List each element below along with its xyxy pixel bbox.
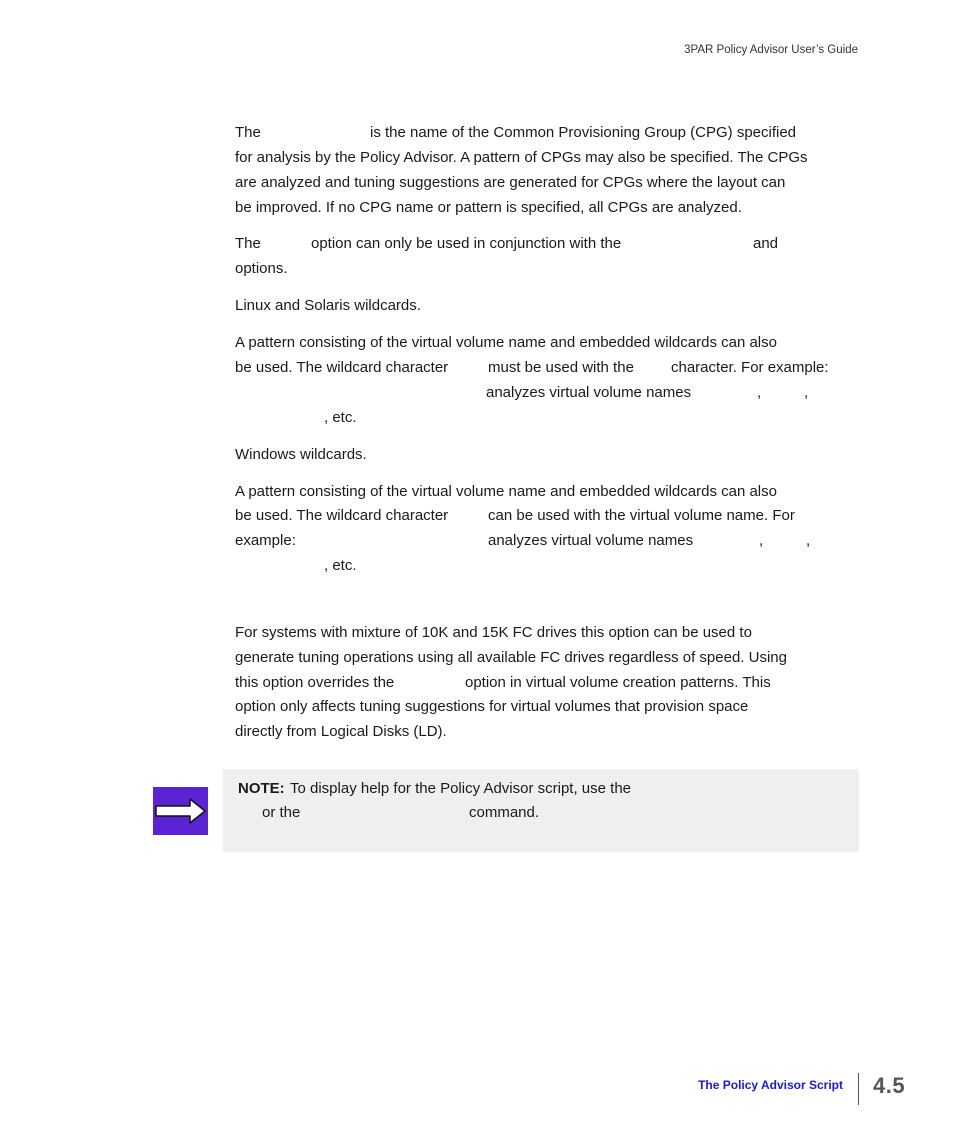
text-fragment: The: [235, 124, 261, 141]
text-fragment: must be used with the: [488, 359, 634, 376]
text-line: directly from Logical Disks (LD).: [235, 723, 447, 740]
text-line: options.: [235, 260, 288, 277]
text-fragment: and: [753, 235, 779, 252]
text-fragment: be used. The wildcard character: [235, 359, 449, 376]
footer-section-link[interactable]: The Policy Advisor Script: [698, 1078, 843, 1092]
note-label: NOTE:: [238, 780, 285, 797]
text-fragment: ,: [804, 384, 809, 401]
windows-wildcards-heading: Windows wildcards.: [235, 446, 367, 463]
text-fragment: The: [235, 235, 261, 252]
text-fragment: is the name of the Common Provisioning Group (CPG) specified: [370, 124, 797, 141]
running-header: 3PAR Policy Advisor User’s Guide: [684, 44, 858, 56]
note-text: command.: [469, 804, 540, 821]
text-line: be improved. If no CPG name or pattern is specified, all CPGs are analyzed.: [235, 199, 742, 216]
text-fragment: be used. The wildcard character: [235, 507, 449, 524]
text-fragment: character. For example:: [671, 359, 829, 376]
page-number: 4.5: [873, 1073, 906, 1098]
text-line: A pattern consisting of the virtual volume name and embedded wildcards can also: [235, 334, 777, 351]
text-fragment: , etc.: [324, 557, 357, 574]
text-fragment: , etc.: [324, 409, 357, 426]
text-fragment: can be used with the virtual volume name. For: [488, 507, 795, 524]
text-line: For systems with mixture of 10K and 15K FC drives this option can be used to: [235, 624, 752, 641]
text-fragment: option can only be used in conjunction with the: [311, 235, 622, 252]
linux-wildcards-heading: Linux and Solaris wildcards.: [235, 297, 421, 314]
text-line: A pattern consisting of the virtual volume name and embedded wildcards can also: [235, 483, 777, 500]
text-line: are analyzed and tuning suggestions are generated for CPGs where the layout can: [235, 174, 786, 191]
text-line: for analysis by the Policy Advisor. A pattern of CPGs may also be specified. The CPGs: [235, 149, 808, 166]
text-line: generate tuning operations using all available FC drives regardless of speed. Using: [235, 649, 787, 666]
text-fragment: this option overrides the: [235, 674, 395, 691]
text-fragment: analyzes virtual volume names: [486, 384, 692, 401]
right-arrow-icon: [153, 787, 208, 835]
text-fragment: ,: [759, 532, 764, 549]
note-text: To display help for the Policy Advisor script, use the: [290, 780, 632, 797]
text-fragment: ,: [757, 384, 762, 401]
text-line: option only affects tuning suggestions for virtual volumes that provision space: [235, 698, 749, 715]
text-fragment: ,: [806, 532, 811, 549]
footer-divider: [858, 1073, 859, 1105]
text-fragment: example:: [235, 532, 296, 549]
text-fragment: option in virtual volume creation patterns. This: [465, 674, 771, 691]
note-text: or the: [262, 804, 301, 821]
text-fragment: analyzes virtual volume names: [488, 532, 694, 549]
